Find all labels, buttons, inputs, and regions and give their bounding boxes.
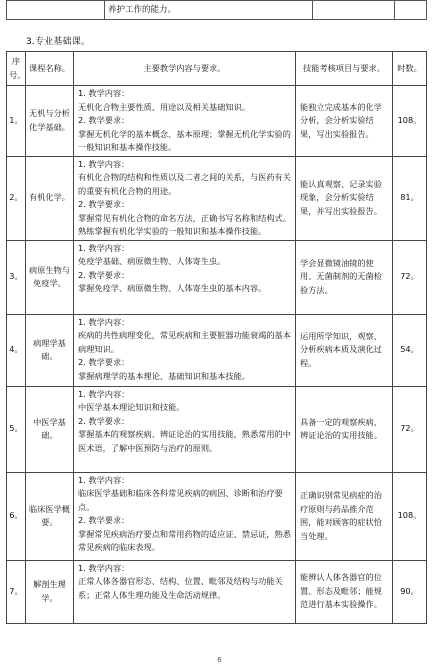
row-seq: 4。 xyxy=(7,314,26,386)
content-line: 1. 教学内容： xyxy=(78,562,130,573)
content-line: 1. 教学内容： xyxy=(78,316,130,327)
header-content: 主要教学内容与要求。 xyxy=(74,52,296,86)
skill-requirement: 具备一定的观察疾病、辨证论治的实用技能。 xyxy=(296,386,393,472)
content-line: 有机化合物的结构和性质以及二者之间的关系，与医药有关的重要有机化合物的用途。 xyxy=(78,172,291,196)
section-title: 3.专业基础课。 xyxy=(26,37,91,47)
content-line: 掌握常见有机化合物的命名方法，正确书写名称和结构式。熟练掌握有机化学实验的一般知识和基本操作技能。 xyxy=(78,212,291,236)
course-hours: 72。 xyxy=(393,240,427,314)
course-hours: 54。 xyxy=(393,314,427,386)
table-row xyxy=(7,240,427,314)
table-header-row xyxy=(7,52,427,86)
skill-requirement: 学会显微镜油镜的使用、无菌制剂的无菌检验方法。 xyxy=(296,240,393,314)
course-content xyxy=(74,156,296,240)
content-line: 临床医学基础和临床各科常见疾病的病因、诊断和治疗要点。 xyxy=(78,488,283,512)
content-line: 疾病的共性病理变化，常见疾病和主要脏器功能衰竭的基本病理知识。 xyxy=(78,330,291,354)
content-line: 掌握病理学的基本理论、基础知识和基本技能。 xyxy=(78,370,250,381)
content-line: 掌握常见疾病治疗要点和常用药物的适应证、禁忌证，熟悉常见疾病的临床表现。 xyxy=(78,528,291,552)
previous-table-fragment xyxy=(6,0,427,20)
course-hours: 108。 xyxy=(393,86,427,157)
course-content xyxy=(74,86,296,157)
header-hours: 时数。 xyxy=(393,52,427,86)
content-line: 掌握免疫学、病原微生物、人体寄生虫的基本内容。 xyxy=(78,283,267,293)
content-line: 掌握无机化学的基本概念、基本原理；掌握无机化学实验的一般知识和基本操作技能。 xyxy=(78,128,291,152)
content-line: 2. 教学要求： xyxy=(78,269,130,280)
table-row xyxy=(7,314,427,386)
course-content xyxy=(74,386,296,472)
course-name: 无机与分析化学基础。 xyxy=(26,86,74,157)
table-cell xyxy=(395,1,427,20)
course-name: 解剖生理学。 xyxy=(26,560,74,623)
content-line: 1. 教学内容： xyxy=(78,88,130,98)
content-line: 2. 教学要求： xyxy=(78,357,130,367)
content-line: 2. 教学要求： xyxy=(78,115,130,125)
table-cell-text: 养护工作的能力。 xyxy=(105,1,313,20)
course-name: 有机化学。 xyxy=(26,156,74,240)
course-name: 临床医学概要。 xyxy=(26,472,74,560)
table-row xyxy=(7,1,427,20)
skill-requirement: 能独立完成基本的化学分析，会分析实验结果，写出实验报告。 xyxy=(296,86,393,157)
course-hours: 90。 xyxy=(393,560,427,623)
row-seq: 3。 xyxy=(7,240,26,314)
row-seq: 6。 xyxy=(7,472,26,560)
content-line: 2. 教学要求： xyxy=(78,199,130,209)
content-line: 2. 教学要求： xyxy=(78,515,130,525)
content-line: 中医学基本理论知识和技能。 xyxy=(78,402,185,412)
table-row xyxy=(7,86,427,157)
row-seq: 1。 xyxy=(7,86,26,157)
page-number: 6 xyxy=(217,656,222,664)
skill-requirement: 能辨认人体各器官的位置、形态及毗邻；能规范进行基本实验操作。 xyxy=(296,560,393,623)
course-name: 病原生物与免疫学。 xyxy=(26,240,74,314)
content-line: 1. 教学内容： xyxy=(78,242,130,253)
content-line: 正常人体各器官形态、结构、位置、毗邻及结构与功能关系；正常人体生理功能及生命活动规律。 xyxy=(78,576,283,600)
header-skill: 技能考核项目与要求。 xyxy=(296,52,393,86)
content-line: 免疫学基础、病原微生物、人体寄生虫。 xyxy=(78,256,226,266)
row-seq: 2。 xyxy=(7,156,26,240)
table-row xyxy=(7,156,427,240)
course-content xyxy=(74,314,296,386)
skill-requirement: 正确识别常见病症的治疗原则与药品推介范围，能对顾客的症状恰当处理。 xyxy=(296,472,393,560)
course-name: 病理学基础。 xyxy=(26,314,74,386)
course-content xyxy=(74,240,296,314)
content-line: 2. 教学要求： xyxy=(78,415,130,426)
table-cell xyxy=(313,1,395,20)
header-seq: 序号。 xyxy=(7,52,26,86)
content-line: 1. 教学内容： xyxy=(78,158,130,169)
course-content xyxy=(74,560,296,623)
table-cell xyxy=(7,1,105,20)
table-row xyxy=(7,472,427,560)
course-hours: 81。 xyxy=(393,156,427,240)
course-hours: 108。 xyxy=(393,472,427,560)
skill-requirement: 运用所学知识，观察、分析疾病本质及演化过程。 xyxy=(296,314,393,386)
course-content xyxy=(74,472,296,560)
content-line: 1. 教学内容： xyxy=(78,474,130,485)
header-course: 课程名称。 xyxy=(26,52,74,86)
content-line: 掌握基本的观察疾病、辨证论治的实用技能，熟悉常用的中医术语，了解中医预防与治疗的原则。 xyxy=(78,429,291,453)
row-seq: 5。 xyxy=(7,386,26,472)
table-row xyxy=(7,386,427,472)
row-seq: 7。 xyxy=(7,560,26,623)
course-name: 中医学基础。 xyxy=(26,386,74,472)
content-line: 1. 教学内容： xyxy=(78,388,130,399)
course-table xyxy=(6,51,427,624)
course-hours: 72。 xyxy=(393,386,427,472)
table-row xyxy=(7,560,427,623)
content-line: 无机化合物主要性质、用途以及相关基础知识。 xyxy=(78,101,250,112)
skill-requirement: 能认真观察、记录实验现象，会分析实验结果，并写出实验报告。 xyxy=(296,156,393,240)
